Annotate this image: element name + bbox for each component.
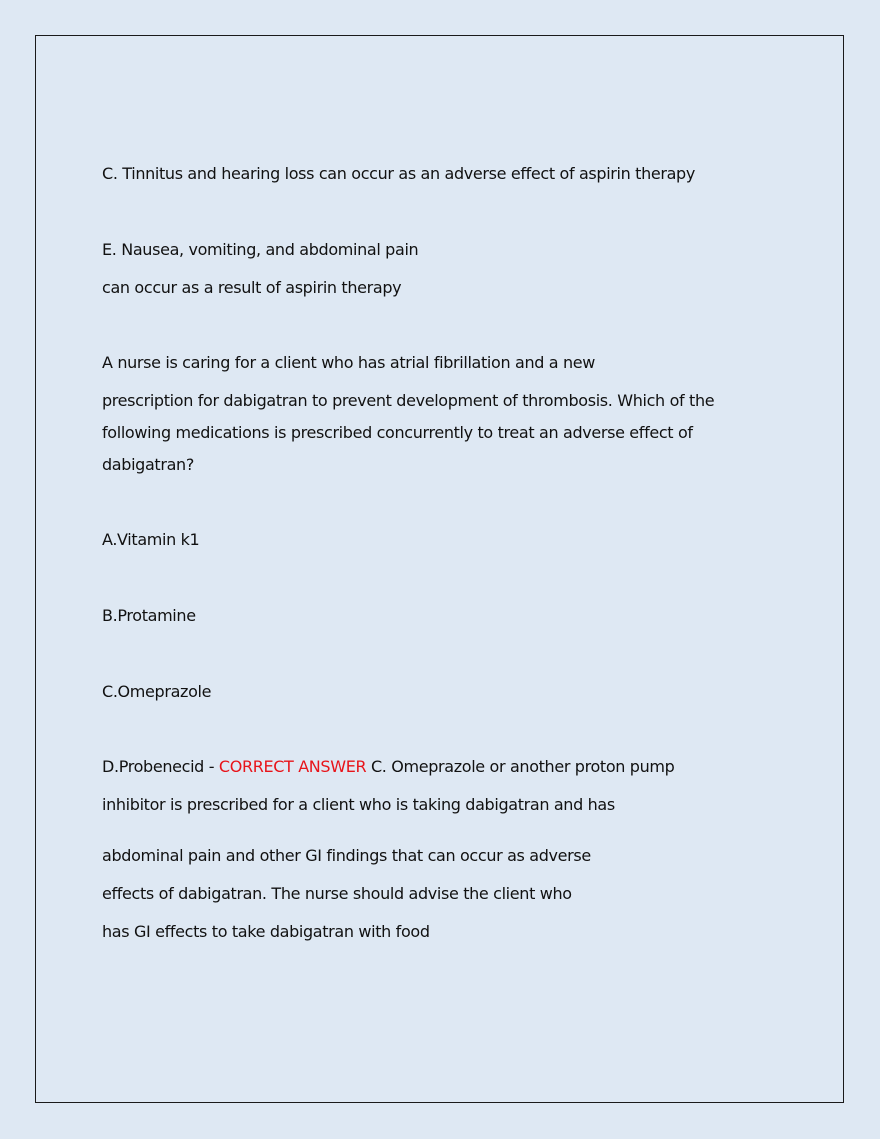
question-line-2: prescription for dabigatran to prevent development of thrombosis. Which of the: [102, 391, 715, 410]
explanation-line-2: abdominal pain and other GI findings that can occur as adverse: [102, 846, 591, 865]
option-d-text: D.Probenecid -: [102, 757, 219, 776]
answer-c-tinnitus: C. Tinnitus and hearing loss can occur as an adverse effect of aspirin therapy: [102, 164, 695, 183]
correct-answer-label: CORRECT ANSWER: [218, 757, 367, 776]
answer-e-continued: can occur as a result of aspirin therapy: [102, 278, 402, 297]
question-line-4: dabigatran?: [102, 455, 194, 474]
question-line-3: following medications is prescribed concurrently to treat an adverse effect of: [102, 423, 693, 442]
option-b: B.Protamine: [102, 606, 196, 625]
question-line-1: A nurse is caring for a client who has atrial fibrillation and a new: [102, 353, 595, 372]
page-border: [35, 35, 844, 1103]
option-c: C.Omeprazole: [102, 682, 212, 701]
option-d-answer-line: [102, 757, 674, 777]
explanation-line-4: has GI effects to take dabigatran with food: [102, 922, 430, 941]
option-a: A.Vitamin k1: [102, 530, 200, 549]
explanation-line-1: inhibitor is prescribed for a client who is taking dabigatran and has: [102, 795, 615, 814]
answer-e-nausea: E. Nausea, vomiting, and abdominal pain: [102, 240, 419, 259]
explanation-line-3: effects of dabigatran. The nurse should advise the client who: [102, 884, 572, 903]
answer-explanation-start: C. Omeprazole or another proton pump: [366, 757, 675, 776]
